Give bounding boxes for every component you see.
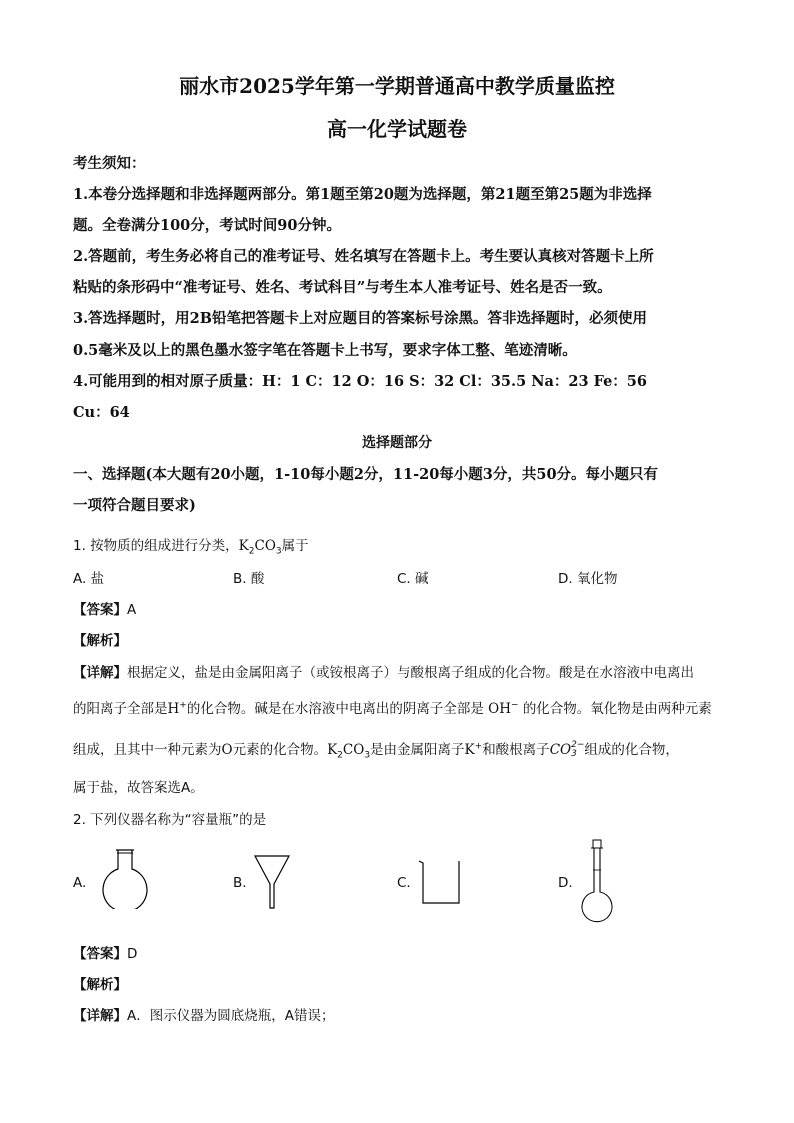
notice-heading: 考生须知： (73, 155, 146, 172)
q1-option-d: D. 氧化物 (558, 571, 618, 587)
q2-explanation-line: 【详解】A．图示仪器为圆底烧瓶，A错误； (73, 1008, 335, 1024)
notice-line: 粘贴的条形码中“准考证号、姓名、考试科目”与考生本人准考证号、姓名是否一致。 (73, 279, 612, 296)
q1-explanation-line: 【详解】根据定义，盐是由金属阳离子（或铵根离子）与酸根离子组成的化合物。酸是在水溶液中电离出 (73, 665, 694, 681)
notice-line: Cu：64 (73, 404, 130, 421)
exam-subtitle: 高一化学试题卷 (327, 117, 467, 141)
q1-explanation-line: 的阳离子全部是H+的化合物。碱是在水溶液中电离出的阴离子全部是 OH− 的化合物。氧化物是由两种元素 (73, 700, 712, 717)
q1-explanation-line: 属于盐，故答案选A。 (73, 780, 204, 796)
q2-option-a: A. (73, 875, 87, 891)
q1-option-a: A. 盐 (73, 571, 105, 587)
section-instruction: 一项符合题目要求) (73, 497, 196, 514)
q2-option-c: C. (397, 875, 411, 891)
notice-line: 4.可能用到的相对原子质量：H：1 C：12 O：16 S：32 Cl：35.5 Na：23 Fe：56 (73, 373, 647, 390)
q2-option-b: B. (233, 875, 247, 891)
volumetric-flask-icon (577, 838, 617, 924)
q1-option-b: B. 酸 (233, 571, 265, 587)
section-title: 选择题部分 (362, 435, 432, 451)
q1-explanation-line: 组成，且其中一种元素为O元素的化合物。$K_2CO_3$是由金属阳离子K+和酸根离子CO 2− 3 组成的化合物， (73, 740, 679, 761)
notice-line: 2.答题前，考生务必将自己的准考证号、姓名填写在答题卡上。考生要认真核对答题卡上所 (73, 248, 654, 265)
notice-line: 3.答选择题时，用2B铅笔把答题卡上对应题目的答案标号涂黑。答非选择题时，必须使用 (73, 310, 647, 327)
q1-stem: 1. 按物质的组成进行分类，$K_2CO_3$属于 (73, 538, 309, 557)
section-instruction: 一、选择题(本大题有20小题，1-10每小题2分，11-20每小题3分，共50分。每小题只有 (73, 466, 659, 483)
round-bottom-flask-icon (90, 847, 160, 909)
notice-line: 题。全卷满分100分，考试时间90分钟。 (73, 217, 341, 234)
exam-title: 丽水市2025学年第一学期普通高中教学质量监控 (179, 74, 615, 98)
notice-line: 1.本卷分选择题和非选择题两部分。第1题至第20题为选择题，第21题至第25题为非选择 (73, 186, 652, 203)
q2-option-d: D. (558, 875, 573, 891)
notice-line: 0.5毫米及以上的黑色墨水签字笔在答题卡上书写，要求字体工整、笔迹清晰。 (73, 342, 577, 359)
q1-analysis-tag: 【解析】 (73, 633, 127, 649)
q1-option-c: C. 碱 (397, 571, 429, 587)
q1-answer: 【答案】A (73, 602, 137, 618)
funnel-icon (252, 852, 292, 912)
q2-stem: 2. 下列仪器名称为“容量瓶”的是 (73, 812, 267, 828)
q2-answer: 【答案】D (73, 946, 138, 962)
beaker-icon (417, 857, 463, 907)
q2-analysis-tag: 【解析】 (73, 977, 127, 993)
